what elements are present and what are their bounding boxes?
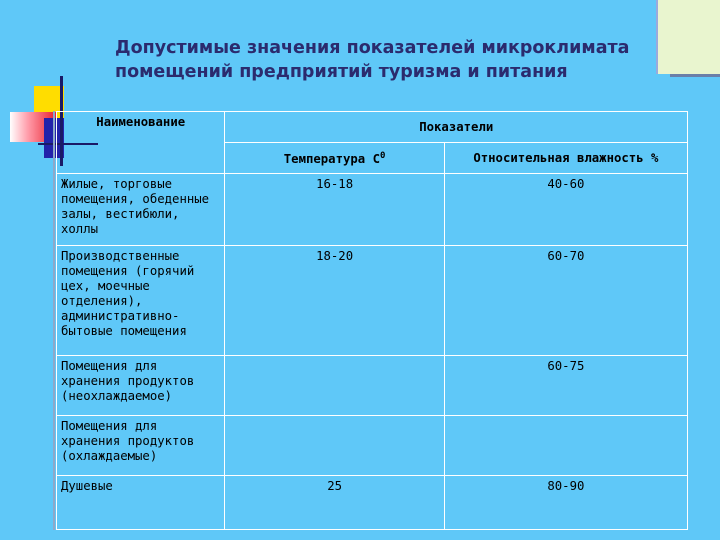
header-name-label: Наименование [96,115,186,129]
header-indicators-cell [225,112,688,143]
row-humidity-cell: 40-60 [444,174,687,246]
row-name-cell: Помещения для хранения продуктов (охлаждаемые) [57,416,225,476]
corner-decoration [656,0,720,74]
header-temp-cell [225,143,444,174]
header-humidity-label: Относительная влажность % [473,150,659,165]
table-row [57,174,688,246]
table-row [57,246,688,356]
row-name-cell: Помещения для хранения продуктов (неохлаждаемое) [57,356,225,416]
row-temp-cell [225,416,444,476]
row-name-cell: Жилые, торговые помещения, обеденные залы, вестибюли, холлы [57,174,225,246]
row-temp-cell [225,356,444,416]
row-humidity-cell: 60-70 [444,246,687,356]
title-line-1: Допустимые значения показателей микроклимата [115,38,630,58]
row-name-cell: Производственные помещения (горячий цех, моечные отделения), административно-бытовые помещения [57,246,225,356]
row-humidity-cell: 80-90 [444,476,687,530]
row-temp-cell: 18-20 [225,246,444,356]
microclimate-table [56,111,688,530]
table-row [57,416,688,476]
table-row [57,476,688,530]
row-temp-cell: 16-18 [225,174,444,246]
header-humidity-cell [444,143,687,174]
header-name-cell [57,112,225,174]
row-temp-cell: 25 [225,476,444,530]
row-humidity-cell [444,416,687,476]
header-temp-superscript: 0 [380,150,386,161]
table-left-border [53,111,55,530]
table-row [57,356,688,416]
header-temp-label: Температура С [283,152,381,167]
header-indicators-label: Показатели [419,119,494,134]
row-humidity-cell: 60-75 [444,356,687,416]
corner-divider-line [670,74,720,77]
row-name-cell: Душевые [57,476,225,530]
table-header-row [57,112,688,143]
slide-title [115,36,655,84]
title-line-2: помещений предприятий туризма и питания [115,62,568,82]
